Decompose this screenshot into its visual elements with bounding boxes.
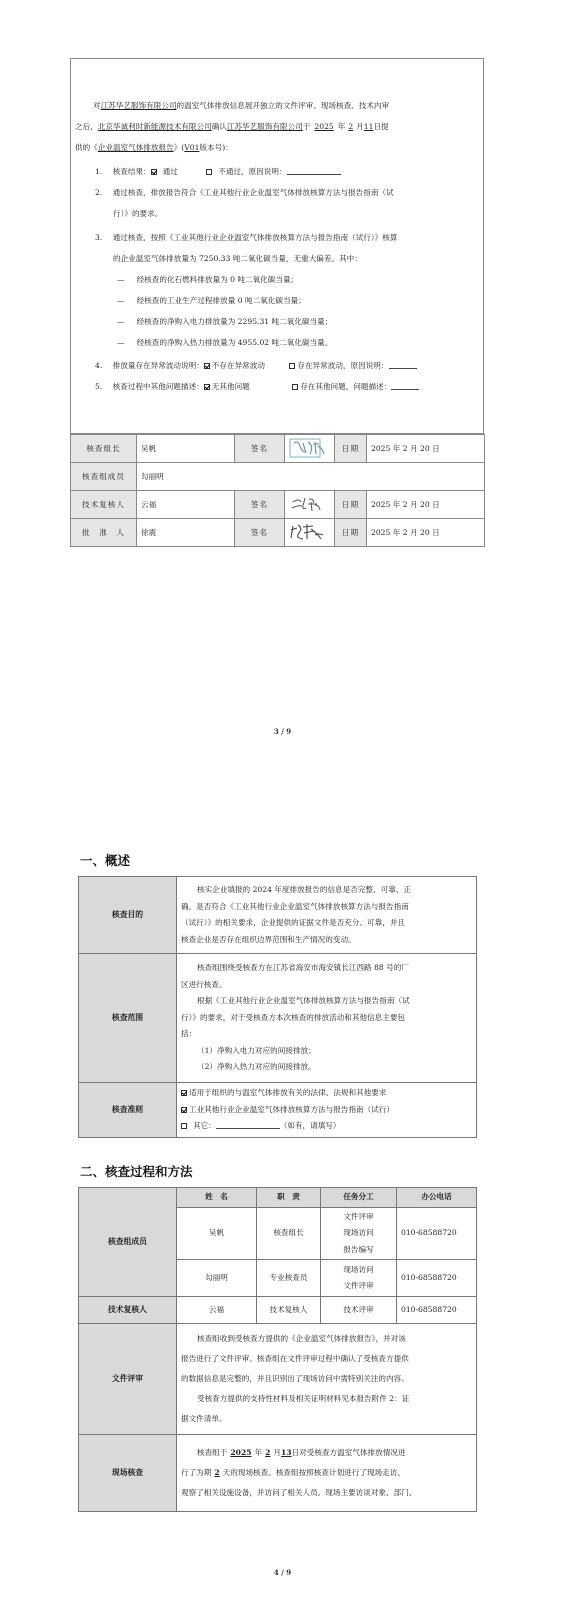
scope-text: （1）净购入电力对应的间接排放； <box>197 1045 316 1055</box>
onsite-text-part: 行了为期 <box>181 1468 212 1477</box>
signature-stamp-icon <box>289 437 329 459</box>
date-label: 日期 <box>335 491 367 519</box>
dash: — <box>117 296 125 305</box>
section-title: 一、概述 <box>80 853 131 868</box>
signature-icon <box>289 493 329 515</box>
member-name: 勾丽明 <box>177 1260 257 1297</box>
result-pass: 通过 <box>162 167 178 176</box>
intro-text: 月 <box>356 122 364 131</box>
table-row <box>79 1188 477 1208</box>
item-number: 4. <box>95 361 103 370</box>
checkbox-icon[interactable] <box>292 384 298 390</box>
task-item: 现场访问 <box>343 1228 374 1237</box>
column-header: 办公电话 <box>397 1188 477 1208</box>
person-name: 勾丽明 <box>137 463 485 491</box>
sign-label: 签名 <box>235 435 285 463</box>
row-label: 核查目的 <box>79 877 177 954</box>
scope-text: 区进行核查。 <box>181 979 227 989</box>
intro-text: 确认 <box>211 122 227 131</box>
item-text: 通过核查，按照《工业其他行业企业温室气体排放核算方法与报告指南（试行）》核算 <box>112 233 398 242</box>
column-header: 职 责 <box>257 1188 321 1208</box>
dash-item <box>117 275 298 285</box>
page-number: 4 / 9 <box>273 1568 292 1577</box>
verifier-name: 北京华诚利时新能源技术有限公司 <box>97 122 212 131</box>
onsite-duration: 2 <box>214 1468 220 1477</box>
report-day: 11 <box>363 122 374 131</box>
member-phone: 010-68588720 <box>397 1260 477 1297</box>
checkbox-checked-icon[interactable] <box>181 1090 187 1096</box>
doc-review-text: 报告进行了文件评审。核查组在文件评审过程中确认了受核查方提供 <box>181 1354 409 1363</box>
row-label: 核查范围 <box>79 954 177 1083</box>
process-table <box>78 1187 477 1512</box>
option-text: 不存在异常波动 <box>211 361 265 370</box>
onsite-text-part: 天的现场核查。核查组按照核查计划进行了现场走访、 <box>222 1468 405 1477</box>
intro-line-3 <box>75 143 233 153</box>
intro-line-1 <box>93 101 389 111</box>
sign-date: 2025 年 2 月 20 日 <box>367 491 485 519</box>
criteria-text: 工业其他行业企业温室气体排放核算方法与报告指南（试行） <box>189 1104 395 1114</box>
criteria-item <box>181 1102 472 1119</box>
column-header: 姓 名 <box>177 1188 257 1208</box>
overview-table <box>78 876 477 1138</box>
reviewer-phone: 010-68588720 <box>397 1297 477 1324</box>
person-name: 云福 <box>137 491 235 519</box>
checkbox-checked-icon[interactable] <box>204 363 210 369</box>
intro-text: 年 <box>337 122 346 131</box>
dash: — <box>117 317 125 326</box>
task-item: 文件评审 <box>343 1281 374 1290</box>
report-year: 2025 <box>314 122 334 131</box>
onsite-text <box>181 1443 472 1463</box>
scope-text: （2）净购入热力对应的间接排放。 <box>197 1062 316 1072</box>
task-item: 文件评审 <box>343 1211 374 1221</box>
intro-text: 供的《 <box>75 143 98 152</box>
table-row <box>79 1083 477 1138</box>
intro-text: 》( <box>173 143 185 152</box>
purpose-text: 核查企业是否存在组织边界范围和生产情况的变动。 <box>181 934 356 944</box>
row-label: 核查准则 <box>79 1083 177 1138</box>
criteria-text: 适用于组织的与温室气体排放有关的法律、法规和其他要求 <box>189 1088 387 1098</box>
signature-table <box>70 434 485 547</box>
option-text: 存在其他问题，问题描述： <box>300 382 392 391</box>
task-item: 现场访问 <box>343 1264 374 1274</box>
scope-text: 核查组围绕受核查方在江苏省海安市海安镇长江西路 88 号的厂 <box>197 963 409 973</box>
table-row <box>71 519 485 547</box>
emission-fossil: 经核查的化石燃料排放量为 0 吨二氧化碳当量； <box>136 275 299 284</box>
purpose-text: （试行）》的相关要求，企业提供的证据文件是否充分、可靠，并且 <box>181 918 406 927</box>
doc-review-text: 据文件清单。 <box>181 1414 227 1423</box>
person-name: 吴帆 <box>137 435 235 463</box>
scope-text: 根据《工业其他行业企业温室气体排放核算方法与报告指南（试 <box>197 996 410 1006</box>
sign-label: 签名 <box>235 519 285 547</box>
emission-electricity: 经核查的净购入电力排放量为 2295.31 吨二氧化碳当量； <box>136 317 333 326</box>
table-row <box>71 435 485 463</box>
doc-review-text: 核查组收到受核查方提供的《企业温室气体排放报告》，并对该 <box>197 1334 406 1343</box>
intro-text: 之后， <box>75 122 98 131</box>
table-row <box>79 1435 477 1512</box>
purpose-cell <box>177 877 477 954</box>
member-tasks <box>321 1260 397 1297</box>
item-label: 排放量存在异常波动说明： <box>112 361 204 370</box>
role-label: 批 准 人 <box>71 519 137 547</box>
table-row <box>79 954 477 1083</box>
doc-review-text: 的数据信息是完整的，并且识别出了现场访问中需特别关注的内容。 <box>181 1374 409 1383</box>
report-month: 2 <box>348 122 354 131</box>
dash-item <box>117 296 306 306</box>
item-label: 核查结果： <box>112 167 151 176</box>
purpose-text: 确，是否符合《工业其他行业企业温室气体排放核算方法与报告指南 <box>181 901 409 911</box>
scope-text: 括： <box>181 1029 197 1039</box>
blank-line <box>389 361 417 369</box>
checkbox-checked-icon[interactable] <box>181 1107 187 1113</box>
row-label: 核查组成员 <box>79 1188 177 1297</box>
signature-icon <box>289 521 329 543</box>
date-label: 日期 <box>335 435 367 463</box>
company-name: 江苏华艺服饰有限公司 <box>226 122 303 131</box>
item-number: 3. <box>95 233 103 242</box>
criteria-text: 其它： <box>193 1121 216 1131</box>
intro-line-2 <box>75 122 389 132</box>
onsite-cell <box>177 1435 477 1512</box>
item-text: 通过核查，排放报告符合《工业其他行业企业温室气体排放核算方法与报告指南（试 <box>112 188 394 197</box>
checkbox-icon[interactable] <box>289 363 295 369</box>
sign-date: 2025 年 2 月 20 日 <box>367 519 485 547</box>
reviewer-task: 技术评审 <box>321 1297 397 1324</box>
reviewer-name: 云福 <box>177 1297 257 1324</box>
checkbox-icon[interactable] <box>206 169 212 175</box>
emission-heat: 经核查的净购入热力排放量为 4955.02 吨二氧化碳当量。 <box>136 338 333 347</box>
checkbox-icon[interactable] <box>181 1123 187 1129</box>
page-number: 3 / 9 <box>273 727 292 736</box>
item-1 <box>95 167 341 177</box>
onsite-text-part: 年 <box>254 1448 263 1457</box>
doc-review-text: 受核查方提供的支持性材料及相关证明材料见本报告附件 2：证 <box>197 1394 410 1403</box>
signature-cell <box>285 519 335 547</box>
dash-item <box>117 317 332 327</box>
section-title: 二、核查过程和方法 <box>80 1164 193 1179</box>
signature-cell <box>285 435 335 463</box>
scope-text: 行）》的要求，对于受核查方本次核查的排放活动和其他信息主要包 <box>181 1012 406 1022</box>
item-4 <box>95 361 417 371</box>
onsite-text-part: 日对受核查方温室气体排放情况进 <box>291 1448 406 1457</box>
item-number: 1. <box>95 167 103 176</box>
reviewer-role: 技术复核人 <box>257 1297 321 1324</box>
item-5 <box>95 382 419 392</box>
onsite-text-part: 核查组于 <box>197 1448 228 1457</box>
person-name: 徐震 <box>137 519 235 547</box>
result-fail: 不通过，原因说明： <box>218 167 287 176</box>
blank-line <box>287 167 341 175</box>
member-name: 吴帆 <box>177 1207 257 1260</box>
purpose-text: 核实企业填报的 2024 年度排放报告的信息是否完整、可靠、正 <box>197 885 411 894</box>
task-item: 报告编写 <box>343 1244 374 1254</box>
scope-cell <box>177 954 477 1083</box>
checkbox-checked-icon[interactable] <box>204 384 210 390</box>
table-row <box>79 1297 477 1324</box>
report-title: 企业温室气体排放报告 <box>97 143 174 152</box>
row-label: 现场核查 <box>79 1435 177 1512</box>
sign-label: 签名 <box>235 491 285 519</box>
member-phone: 010-68588720 <box>397 1207 477 1260</box>
onsite-text-part: 月 <box>273 1448 281 1457</box>
item-label: 核查过程中其他问题描述： <box>112 382 204 391</box>
role-label: 技术复核人 <box>71 491 137 519</box>
item-3 <box>95 233 397 243</box>
criteria-cell <box>177 1083 477 1138</box>
role-label: 核查组长 <box>71 435 137 463</box>
item-text: 行）》的要求。 <box>113 209 163 218</box>
table-row <box>79 877 477 954</box>
onsite-year: 2025 <box>230 1448 252 1457</box>
option-text: 存在异常波动，原因说明： <box>297 361 389 370</box>
intro-text: 对 <box>93 101 101 110</box>
member-role: 专业核查员 <box>257 1260 321 1297</box>
blank-line <box>391 382 419 390</box>
company-name: 江苏华艺服饰有限公司 <box>100 101 177 110</box>
intro-text: 于 <box>302 122 311 131</box>
member-tasks <box>321 1207 397 1260</box>
emission-process: 经核查的工业生产过程排放量 0 吨二氧化碳当量； <box>136 296 306 305</box>
row-label: 文件评审 <box>79 1324 177 1435</box>
column-header: 任务分工 <box>321 1188 397 1208</box>
member-role: 核查组长 <box>257 1207 321 1260</box>
report-version: V01 <box>184 143 200 152</box>
criteria-item <box>181 1085 472 1102</box>
sign-date: 2025 年 2 月 20 日 <box>367 435 485 463</box>
table-row <box>71 463 485 491</box>
dash-item <box>117 338 332 348</box>
onsite-day: 13 <box>281 1448 292 1457</box>
onsite-text: 观察了相关设施设备，并访问了相关人员。现场主要访谈对象、部门、 <box>181 1488 417 1497</box>
onsite-text <box>181 1463 472 1483</box>
blank-line <box>216 1121 280 1129</box>
onsite-month: 2 <box>265 1448 271 1457</box>
intro-text: 的温室气体排放信息展开独立的文件评审、现场核查、技术内审 <box>176 101 390 110</box>
verification-statement-box <box>70 58 484 434</box>
intro-text: 日提 <box>373 122 389 131</box>
date-label: 日期 <box>335 519 367 547</box>
table-row <box>71 491 485 519</box>
checkbox-checked-icon[interactable] <box>151 169 157 175</box>
criteria-item <box>181 1118 472 1135</box>
dash: — <box>117 338 125 347</box>
criteria-text: （如有，请填写） <box>279 1121 341 1131</box>
dash: — <box>117 275 125 284</box>
option-text: 无其他问题 <box>211 382 250 391</box>
item-text: 的企业温室气体排放量为 7250.33 吨二氧化碳当量，无重大偏差。其中： <box>113 254 362 263</box>
role-label: 核查组成员 <box>71 463 137 491</box>
intro-text: 版本号)： <box>199 143 233 152</box>
item-2 <box>95 188 394 198</box>
signature-cell <box>285 491 335 519</box>
row-label: 技术复核人 <box>79 1297 177 1324</box>
item-number: 2. <box>95 188 103 197</box>
doc-review-cell <box>177 1324 477 1435</box>
item-number: 5. <box>95 382 103 391</box>
table-row <box>79 1324 477 1435</box>
